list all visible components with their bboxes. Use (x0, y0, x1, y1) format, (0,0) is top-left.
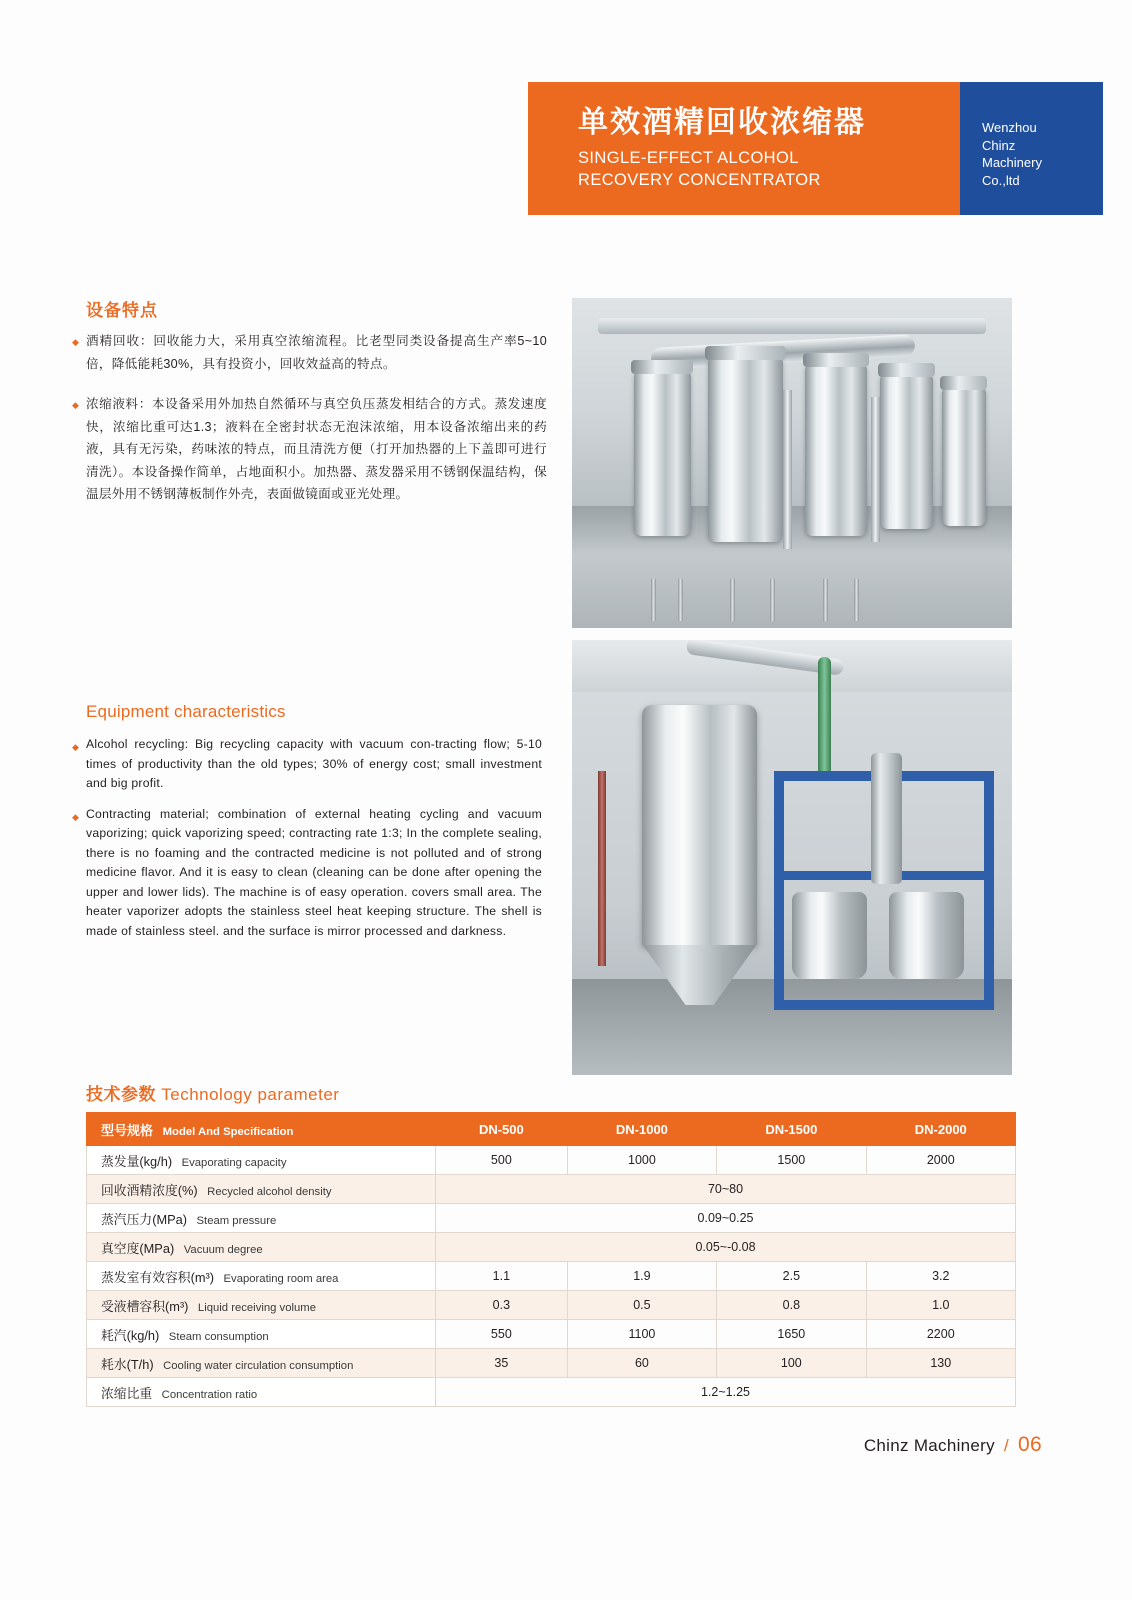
list-item (72, 735, 542, 794)
page-title-en-line2: RECOVERY CONCENTRATOR (578, 171, 821, 189)
brand-line-4: Co.,ltd (982, 172, 1020, 188)
row-label-concentration-ratio (87, 1378, 436, 1407)
page-title-en-line1: SINGLE-EFFECT ALCOHOL (578, 149, 799, 167)
table-header-dn1000: DN-1000 (567, 1113, 716, 1146)
brand-block (960, 82, 1103, 215)
page-header (528, 82, 1103, 215)
row-label-evaporating-capacity (87, 1146, 436, 1175)
photo-main-vessel (642, 705, 756, 944)
row-label-en: Recycled alcohol density (207, 1185, 332, 1198)
row-label-cooling-water-consumption (87, 1349, 436, 1378)
row-label-evaporating-room-area (87, 1262, 436, 1291)
cell-value: 2000 (866, 1146, 1015, 1175)
table-header-dn500: DN-500 (436, 1113, 568, 1146)
row-label-en: Evaporating capacity (181, 1156, 287, 1169)
table-row (87, 1378, 1016, 1407)
table-title-en: Technology parameter (161, 1085, 340, 1104)
table-header-model-cn: 型号规格 (101, 1122, 154, 1138)
table-title-cn: 技术参数 (86, 1085, 156, 1104)
cell-value-span: 0.05~-0.08 (436, 1233, 1016, 1262)
cell-value: 1.1 (436, 1262, 568, 1291)
row-label-en: Liquid receiving volume (197, 1301, 316, 1314)
cell-value-span: 1.2~1.25 (436, 1378, 1016, 1407)
photo-receiving-tank (792, 892, 867, 979)
table-row (87, 1146, 1016, 1175)
list-item (72, 330, 547, 375)
cell-value-span: 0.09~0.25 (436, 1204, 1016, 1233)
cell-value: 1000 (567, 1146, 716, 1175)
photo-vertical-pipe (871, 397, 880, 542)
cell-value: 0.5 (567, 1291, 716, 1320)
photo-receiving-tank (889, 892, 964, 979)
page-title-en (578, 147, 960, 191)
row-label-recycled-alcohol-density (87, 1175, 436, 1204)
footer-separator: / (1003, 1436, 1009, 1455)
photo-tank-leg (651, 579, 656, 622)
table-row (87, 1233, 1016, 1262)
table-header-model-en: Model And Specification (162, 1125, 294, 1138)
row-label-en: Concentration ratio (161, 1388, 258, 1401)
cell-value: 130 (866, 1349, 1015, 1378)
row-label-cn: 耗水(T/h) (101, 1356, 154, 1372)
table-row (87, 1175, 1016, 1204)
photo-tank (805, 364, 867, 536)
photo-tank-leg (854, 579, 859, 622)
photo-green-pipe (818, 657, 831, 779)
cell-value: 0.8 (717, 1291, 866, 1320)
page-title-cn: 单效酒精回收浓缩器 (578, 106, 866, 139)
feature-cn-text-2: 浓缩液料：本设备采用外加热自然循环与真空负压蒸发相结合的方式。蒸发速度快，浓缩比重可达1.3；液料在全密封状态无泡沫浓缩，用本设备浓缩出来的药液，具有无污染，药味浓的特点，而且清洗方便（打开加热器的上下盖即可进行清洗）。本设备操作简单，占地面积小。加热器、蒸发器采用不锈钢保温结构，保温层外用不锈钢薄板制作外壳，表面做镜面或亚光处理。 (86, 397, 547, 501)
footer-company: Chinz Machinery (863, 1436, 995, 1455)
product-photo-workshop (572, 298, 1012, 628)
photo-tank (880, 374, 933, 529)
row-label-cn: 蒸发量(kg/h) (101, 1153, 173, 1169)
cell-value: 60 (567, 1349, 716, 1378)
row-label-en: Cooling water circulation consumption (163, 1359, 354, 1372)
table-row (87, 1349, 1016, 1378)
features-cn-list (72, 330, 547, 524)
row-label-en: Steam pressure (196, 1214, 277, 1227)
photo-tank (942, 387, 986, 526)
cell-value: 1.9 (567, 1262, 716, 1291)
cell-value: 1100 (567, 1320, 716, 1349)
cell-value: 35 (436, 1349, 568, 1378)
photo-red-pipe (598, 771, 606, 967)
cell-value-span: 70~80 (436, 1175, 1016, 1204)
table-row (87, 1262, 1016, 1291)
row-label-cn: 浓缩比重 (101, 1385, 153, 1401)
bullet-diamond-icon: ◆ (72, 742, 79, 752)
photo-tank (708, 357, 783, 542)
list-item (72, 805, 542, 942)
row-label-cn: 回收酒精浓度(%) (101, 1182, 198, 1198)
table-header-model (87, 1113, 436, 1146)
photo-tank-leg (823, 579, 828, 622)
section-title-features-en: Equipment characteristics (86, 702, 286, 721)
cell-value: 500 (436, 1146, 568, 1175)
row-label-cn: 真空度(MPa) (101, 1240, 175, 1256)
cell-value: 1.0 (866, 1291, 1015, 1320)
row-label-steam-consumption (87, 1320, 436, 1349)
header-title-block (528, 82, 960, 215)
table-header-dn1500: DN-1500 (717, 1113, 866, 1146)
cell-value: 2.5 (717, 1262, 866, 1291)
row-label-vacuum-degree (87, 1233, 436, 1262)
cell-value: 3.2 (866, 1262, 1015, 1291)
feature-cn-text-1: 酒精回收：回收能力大，采用真空浓缩流程。比老型同类设备提高生产率5~10倍，降低能耗30%，具有投资小，回收效益高的特点。 (86, 334, 547, 371)
feature-en-text-1: Alcohol recycling: Big recycling capacity with vacuum con-tracting flow; 5-10 times of productivity than the old types; 30% of energy cost; small investment and big profit. (86, 737, 542, 790)
cell-value: 1650 (717, 1320, 866, 1349)
row-label-cn: 蒸发室有效容积(m³) (101, 1269, 215, 1285)
table-header-row (87, 1113, 1016, 1146)
row-label-en: Evaporating room area (223, 1272, 339, 1285)
list-item (72, 393, 547, 506)
photo-tank-leg (678, 579, 683, 622)
row-label-steam-pressure (87, 1204, 436, 1233)
product-photo-concentrator (572, 640, 1012, 1075)
page-number: 06 (1018, 1433, 1042, 1456)
brand-line-1: Wenzhou (982, 120, 1037, 135)
cell-value: 2200 (866, 1320, 1015, 1349)
row-label-cn: 受液槽容积(m³) (101, 1298, 189, 1314)
row-label-en: Vacuum degree (183, 1243, 263, 1256)
cell-value: 100 (717, 1349, 866, 1378)
features-en-list (72, 735, 542, 952)
feature-en-text-2: Contracting material; combination of external heating cycling and vacuum vaporizing; quick vaporizing speed; contracting rate 1:3; In the complete sealing, there is no foaming and the contracted medicine is not polluted and of strong medicine flavor. And it is easy to clean (cleaning can be done after opening the upper and lower lids). The machine is of easy operation. covers small area. The heater vaporizer adopts the stainless steel heat keeping structure. The shell is made of stainless steel. and the surface is mirror processed and darkness. (86, 806, 542, 938)
row-label-en: Steam consumption (168, 1330, 269, 1343)
section-title-technology-parameter (86, 1080, 339, 1105)
bullet-diamond-icon: ◆ (72, 400, 79, 410)
row-label-cn: 耗汽(kg/h) (101, 1327, 160, 1343)
row-label-cn: 蒸汽压力(MPa) (101, 1211, 188, 1227)
specification-table (86, 1112, 1016, 1407)
brand-line-2: Chinz (982, 137, 1016, 153)
table-row (87, 1204, 1016, 1233)
bullet-diamond-icon: ◆ (72, 337, 79, 347)
table-row (87, 1320, 1016, 1349)
row-label-liquid-receiving-volume (87, 1291, 436, 1320)
section-title-features-cn: 设备特点 (86, 301, 158, 320)
cell-value: 550 (436, 1320, 568, 1349)
table-header-dn2000: DN-2000 (866, 1113, 1015, 1146)
table-row (87, 1291, 1016, 1320)
cell-value: 1500 (717, 1146, 866, 1175)
brand-line-3: Machinery (982, 155, 1042, 170)
photo-ceiling-beam (598, 318, 985, 335)
photo-tank (634, 371, 691, 536)
cell-value: 0.3 (436, 1291, 568, 1320)
photo-vertical-pipe (783, 390, 792, 548)
page-footer (864, 1433, 1042, 1457)
photo-tank-leg (730, 579, 735, 622)
photo-tank-leg (770, 579, 775, 622)
bullet-diamond-icon: ◆ (72, 811, 79, 822)
photo-column (871, 753, 902, 884)
